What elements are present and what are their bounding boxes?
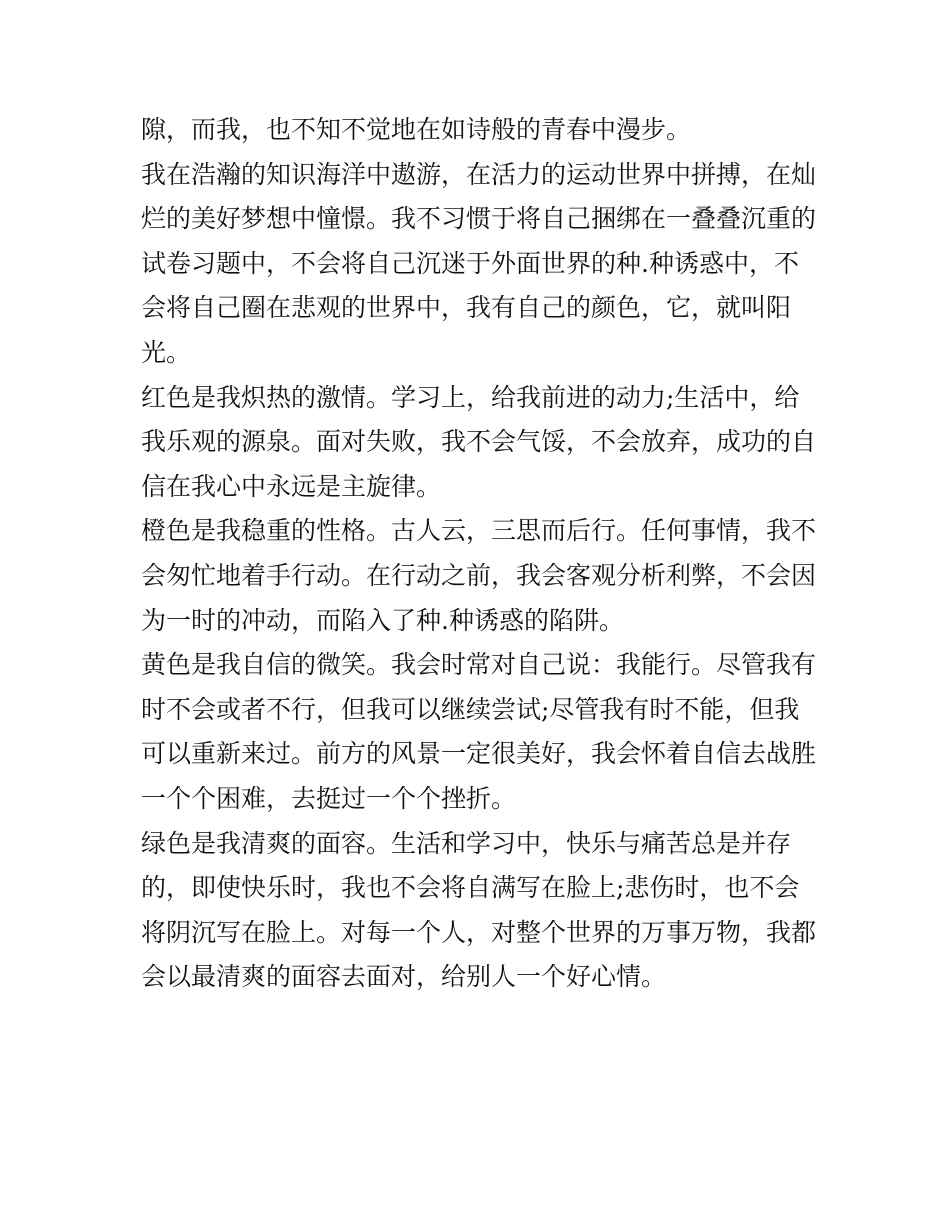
text-line: 会匆忙地着手行动。在行动之前，我会客观分析利弊，不会因 [141,560,817,590]
text-line: 黄色是我自信的微笑。我会时常对自己说：我能行。尽管我有 [141,650,817,680]
text-line: 信在我心中永远是主旋律。 [141,471,442,501]
text-line: 的，即使快乐时，我也不会将自满写在脸上;悲伤时，也不会 [141,873,800,903]
text-line: 可以重新来过。前方的风景一定很美好，我会怀着自信去战胜 [141,739,817,769]
text-line: 为一时的冲动，而陷入了种.种诱惑的陷阱。 [141,605,624,635]
text-line: 我乐观的源泉。面对失败，我不会气馁，不会放弃，成功的自 [141,427,817,457]
text-line: 试卷习题中，不会将自己沉迷于外面世界的种.种诱惑中，不 [141,248,799,278]
text-line: 一个个困难，去挺过一个个挫折。 [141,783,517,813]
text-line: 光。 [141,337,192,367]
text-line: 烂的美好梦想中憧憬。我不习惯于将自己捆绑在一叠叠沉重的 [141,204,817,234]
text-line: 会以最清爽的面容去面对，给别人一个好心情。 [141,962,667,992]
text-line: 将阴沉写在脸上。对每一个人，对整个世界的万事万物，我都 [141,917,817,947]
text-line: 隙，而我，也不知不觉地在如诗般的青春中漫步。 [141,115,692,144]
text-line: 绿色是我清爽的面容。生活和学习中，快乐与痛苦总是并存 [141,828,792,858]
text-line: 红色是我炽热的激情。学习上，给我前进的动力;生活中，给 [141,382,800,412]
body-text [141,108,821,1000]
text-line: 橙色是我稳重的性格。古人云，三思而后行。任何事情，我不 [141,516,817,546]
text-line: 我在浩瀚的知识海洋中遨游，在活力的运动世界中拼搏，在灿 [141,159,817,189]
text-line: 时不会或者不行，但我可以继续尝试;尽管我有时不能，但我 [141,694,800,724]
text-line: 会将自己圈在悲观的世界中，我有自己的颜色，它，就叫阳 [141,293,792,323]
